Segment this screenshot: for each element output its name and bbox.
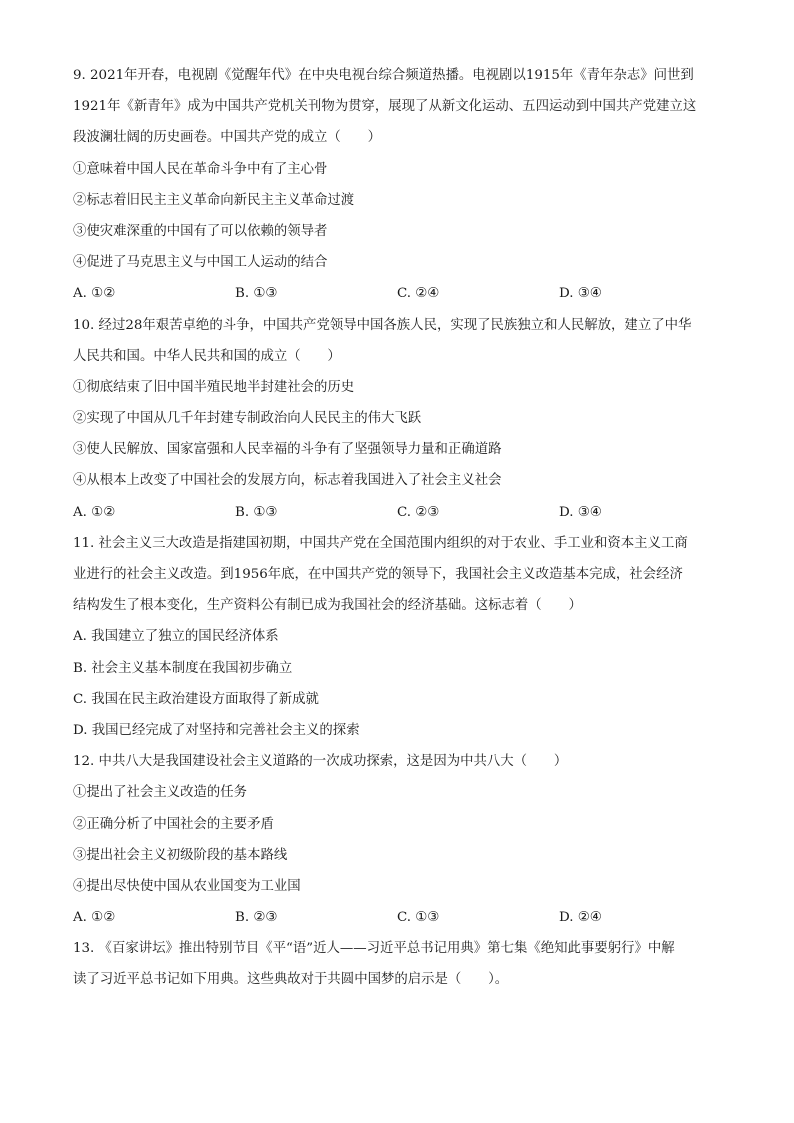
statement: ①意味着中国人民在革命斗争中有了主心骨	[73, 161, 328, 177]
option-d: D. ②④	[559, 910, 602, 926]
option-b: B. ①③	[235, 286, 278, 302]
option-c: C. ②③	[397, 504, 440, 520]
statement: ④促进了马克思主义与中国工人运动的结合	[73, 255, 328, 271]
option-a: A. ①②	[73, 504, 116, 520]
question-stem-line: 9. 2021年开春，电视剧《觉醒年代》在中央电视台综合频道热播。电视剧以1915年《青年杂志》问世到	[73, 68, 694, 83]
question-stem-line: 13. 《百家讲坛》推出特别节目《平“语”近人——习近平总书记用典》第七集《绝知此事要躬行》中解	[73, 941, 675, 957]
question-list	[73, 60, 723, 996]
option-c: C. ②④	[397, 286, 440, 302]
question-stem-line: 业进行的社会主义改造。到1956年底，在中国共产党的领导下，我国社会主义改造基本完成，社会经济	[73, 567, 683, 582]
question-stem-line: 读了习近平总书记如下用典。这些典故对于共圆中国梦的启示是（ ）。	[73, 972, 509, 988]
statement: ③提出社会主义初级阶段的基本路线	[73, 847, 288, 863]
statement: ④从根本上改变了中国社会的发展方向，标志着我国进入了社会主义社会	[73, 473, 502, 489]
option-b: B. ②③	[235, 910, 278, 926]
statement: ①彻底结束了旧中国半殖民地半封建社会的历史	[73, 379, 355, 395]
question-9	[73, 60, 723, 310]
option-a: A. ①②	[73, 286, 116, 302]
question-stem-line: 12. 中共八大是我国建设社会主义道路的一次成功探索，这是因为中共八大（ ）	[73, 754, 568, 770]
question-13	[73, 933, 723, 995]
question-stem-line: 结构发生了根本变化，生产资料公有制已成为我国社会的经济基础。这标志着（ ）	[73, 598, 582, 614]
choice-b: B. 社会主义基本制度在我国初步确立	[73, 660, 293, 676]
choice-a: A. 我国建立了独立的国民经济体系	[73, 629, 279, 645]
answer-options	[73, 497, 723, 528]
answer-options	[73, 902, 723, 933]
question-stem-line: 10. 经过28年艰苦卓绝的斗争，中国共产党领导中国各族人民，实现了民族独立和人民解放，建立了中华	[73, 317, 692, 333]
choice-c: C. 我国在民主政治建设方面取得了新成就	[73, 691, 319, 707]
option-d: D. ③④	[559, 286, 602, 302]
question-10	[73, 310, 723, 528]
question-11	[73, 528, 723, 746]
statement: ③使灾难深重的中国有了可以依赖的领导者	[73, 223, 328, 239]
option-b: B. ①③	[235, 504, 278, 520]
statement: ②正确分析了中国社会的主要矛盾	[73, 816, 274, 832]
statement: ①提出了社会主义改造的任务	[73, 785, 248, 801]
choice-d: D. 我国已经完成了对坚持和完善社会主义的探索	[73, 722, 360, 738]
answer-options	[73, 278, 723, 309]
question-stem-line: 段波澜壮阔的历史画卷。中国共产党的成立（ ）	[73, 130, 381, 146]
option-a: A. ①②	[73, 910, 116, 926]
statement: ④提出尽快使中国从农业国变为工业国	[73, 878, 301, 894]
statement: ②实现了中国从几千年封建专制政治向人民民主的伟大飞跃	[73, 411, 422, 427]
question-stem-line: 11. 社会主义三大改造是指建国初期，中国共产党在全国范围内组织的对于农业、手工业和资本主义工商	[73, 535, 688, 551]
question-stem-line: 1921年《新青年》成为中国共产党机关刊物为贯穿，展现了从新文化运动、五四运动到中国共产党建立这	[73, 99, 697, 115]
question-12	[73, 746, 723, 933]
option-d: D. ③④	[559, 504, 602, 520]
statement: ②标志着旧民主主义革命向新民主主义革命过渡	[73, 192, 355, 208]
option-c: C. ①③	[397, 910, 440, 926]
statement: ③使人民解放、国家富强和人民幸福的斗争有了坚强领导力量和正确道路	[73, 442, 502, 458]
question-stem-line: 人民共和国。中华人民共和国的成立（ ）	[73, 348, 341, 364]
